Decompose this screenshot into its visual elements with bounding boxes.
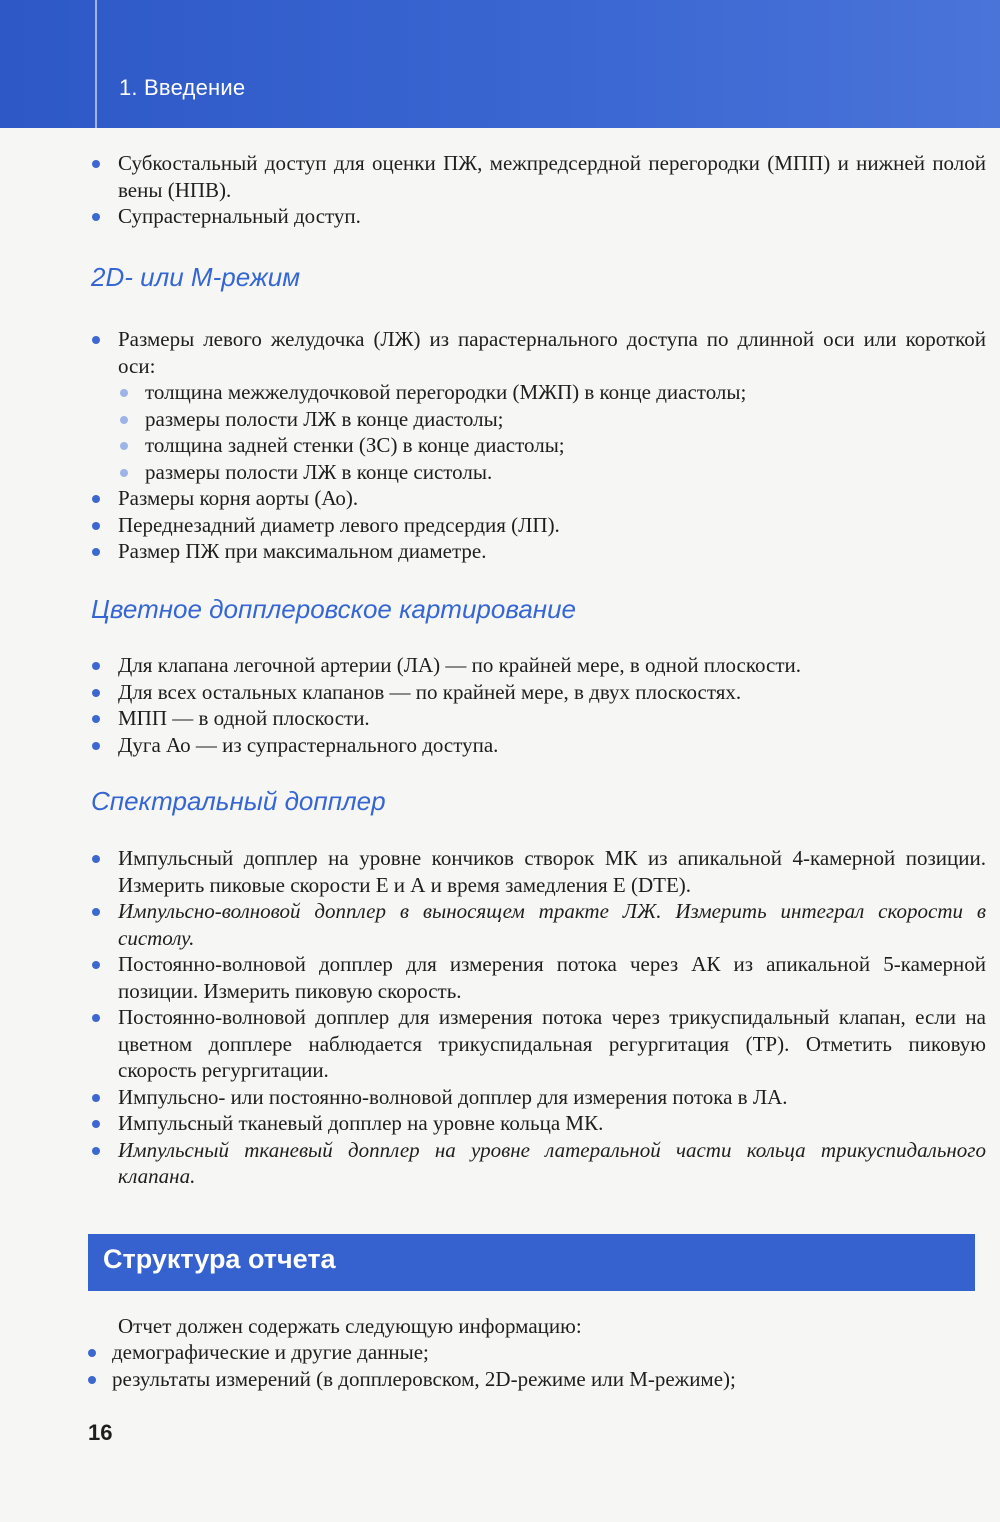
sub-list xyxy=(0,379,986,485)
sub-list-item: толщина задней стенки (ЗС) в конце диастолы; xyxy=(0,432,986,459)
list-item: Дуга Ао — из супрастернального доступа. xyxy=(0,732,1000,759)
header-band xyxy=(0,0,1000,128)
section-heading-color-doppler: Цветное допплеровское картирование xyxy=(91,594,577,624)
section-title-report: Структура отчета xyxy=(103,1244,336,1274)
list-item: Импульсный тканевый допплер на уровне латеральной части кольца трикуспидального клапана. xyxy=(0,1137,1000,1190)
page-number: 16 xyxy=(88,1420,113,1445)
report-list xyxy=(0,1339,996,1392)
list-item: Супрастернальный доступ. xyxy=(0,203,1000,230)
list-item: Импульсный допплер на уровне кончиков створок МК из апикальной 4-камерной позиции. Измерить пиковые скорости Е и А и время замедления Е (DTE). xyxy=(0,845,1000,898)
section-heading-spectral-doppler: Спектральный допплер xyxy=(91,786,386,816)
sub-list-item: толщина межжелудочковой перегородки (МЖП) в конце диастолы; xyxy=(0,379,986,406)
list-item: Постоянно-волновой допплер для измерения потока через трикуспидальный клапан, если на цветном допплере наблюдается трикуспидальная регургитация (ТР). Отметить пиковую скорость регургитации. xyxy=(0,1004,1000,1084)
list-item xyxy=(0,326,1000,485)
list-item: Субкостальный доступ для оценки ПЖ, межпредсердной перегородки (МПП) и нижней полой вены (НПВ). xyxy=(0,150,1000,203)
section-heading-2d-mode: 2D- или М-режим xyxy=(91,262,301,292)
list-item: Размер ПЖ при максимальном диаметре. xyxy=(0,538,1000,565)
spectral-doppler-list xyxy=(0,845,1000,1190)
list-item: Импульсный тканевый допплер на уровне кольца МК. xyxy=(0,1110,1000,1137)
list-item: Переднезадний диаметр левого предсердия (ЛП). xyxy=(0,512,1000,539)
sub-list-item: размеры полости ЛЖ в конце диастолы; xyxy=(0,406,986,433)
header-divider xyxy=(95,0,97,128)
approach-list xyxy=(0,150,1000,230)
list-item: демографические и другие данные; xyxy=(0,1339,996,1366)
list-item: Постоянно-волновой допплер для измерения потока через АК из апикальной 5-камерной позиции. Измерить пиковую скорость. xyxy=(0,951,1000,1004)
list-item: Для всех остальных клапанов — по крайней мере, в двух плоскостях. xyxy=(0,679,1000,706)
list-item: результаты измерений (в допплеровском, 2D-режиме или М-режиме); xyxy=(0,1366,996,1393)
mode-2d-list xyxy=(0,326,1000,565)
sub-list-item: размеры полости ЛЖ в конце систолы. xyxy=(0,459,986,486)
color-doppler-list xyxy=(0,652,1000,758)
list-item-text: Размеры левого желудочка (ЛЖ) из парастернального доступа по длинной оси или короткой оси: xyxy=(118,327,986,378)
list-item: Импульсно-волновой допплер в выносящем тракте ЛЖ. Измерить интеграл скорости в систолу. xyxy=(0,898,1000,951)
list-item: Размеры корня аорты (Ао). xyxy=(0,485,1000,512)
chapter-title: 1. Введение xyxy=(119,75,246,100)
list-item: МПП — в одной плоскости. xyxy=(0,705,1000,732)
list-item: Импульсно- или постоянно-волновой допплер для измерения потока в ЛА. xyxy=(0,1084,1000,1111)
report-intro: Отчет должен содержать следующую информацию: xyxy=(118,1314,582,1338)
list-item: Для клапана легочной артерии (ЛА) — по крайней мере, в одной плоскости. xyxy=(0,652,1000,679)
